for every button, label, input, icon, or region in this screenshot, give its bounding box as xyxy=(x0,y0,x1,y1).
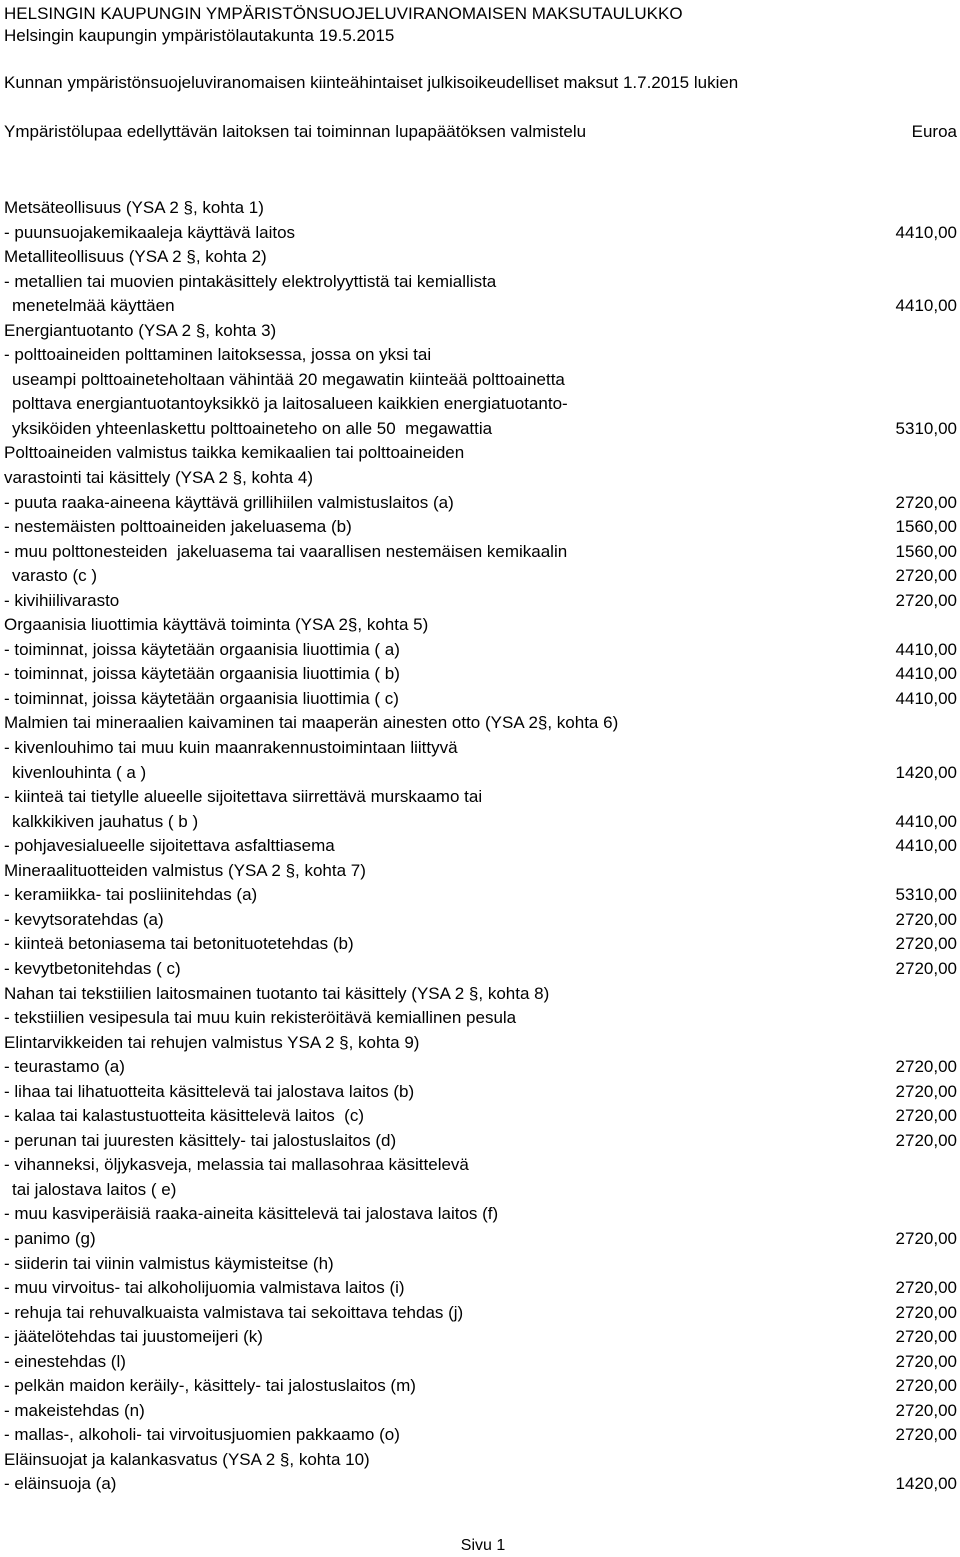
table-row xyxy=(4,1350,957,1375)
row-description: - toiminnat, joissa käytetään orgaanisia liuottimia ( a) xyxy=(4,639,400,659)
row-description: - polttoaineiden polttaminen laitoksessa, jossa on yksi tai xyxy=(4,345,432,365)
row-description: - mallas-, alkoholi- tai virvoitusjuomien pakkaamo (o) xyxy=(4,1425,400,1445)
row-description: tai jalostava laitos ( e) xyxy=(12,1179,177,1199)
page-footer xyxy=(0,1537,960,1555)
row-description: Mineraalituotteiden valmistus (YSA 2 §, kohta 7) xyxy=(4,860,366,880)
row-description: - muu polttonesteiden jakeluasema tai vaarallisen nestemäisen kemikaalin xyxy=(4,541,568,561)
row-description: - rehuja tai rehuvalkuaista valmistava tai sekoittava tehdas (j) xyxy=(4,1302,464,1322)
row-description: Malmien tai mineraalien kaivaminen tai maaperän ainesten otto (YSA 2§, kohta 6) xyxy=(4,713,619,733)
row-price: 2720,00 xyxy=(895,492,957,512)
row-description: - siiderin tai viinin valmistus käymisteitse (h) xyxy=(4,1253,334,1273)
row-price: 4410,00 xyxy=(895,688,957,708)
table-row xyxy=(4,908,957,933)
table-row xyxy=(4,491,957,516)
table-row xyxy=(4,810,957,835)
table-row xyxy=(4,1031,957,1056)
row-price: 4410,00 xyxy=(895,222,957,242)
row-description: Orgaanisia liuottimia käyttävä toiminta (YSA 2§, kohta 5) xyxy=(4,615,429,635)
row-description: - kiinteä betoniasema tai betonituotetehdas (b) xyxy=(4,934,354,954)
table-row xyxy=(4,1055,957,1080)
row-description: useampi polttoaineteholtaan vähintää 20 megawatin kiinteää polttoainetta xyxy=(12,369,565,389)
row-description: - lihaa tai lihatuotteita käsittelevä tai jalostava laitos (b) xyxy=(4,1081,415,1101)
table-row xyxy=(4,638,957,663)
row-price: 2720,00 xyxy=(895,1278,957,1298)
table-row xyxy=(4,392,957,417)
header-title: HELSINGIN KAUPUNGIN YMPÄRISTÖNSUOJELUVIRANOMAISEN MAKSUTAULUKKO xyxy=(4,4,683,23)
row-price: 2720,00 xyxy=(895,934,957,954)
row-price: 4410,00 xyxy=(895,639,957,659)
row-description: - perunan tai juuresten käsittely- tai jalostuslaitos (d) xyxy=(4,1130,397,1150)
row-description: Metsäteollisuus (YSA 2 §, kohta 1) xyxy=(4,198,264,217)
row-price: 1560,00 xyxy=(895,517,957,537)
row-description: Elintarvikkeiden tai rehujen valmistus YSA 2 §, kohta 9) xyxy=(4,1032,420,1052)
table-row xyxy=(4,1423,957,1448)
row-price: 1420,00 xyxy=(895,1474,957,1494)
table-heading xyxy=(4,122,957,146)
row-description: - makeistehdas (n) xyxy=(4,1400,145,1420)
table-row xyxy=(4,540,957,565)
page-number: Sivu 1 xyxy=(460,1537,506,1554)
table-row xyxy=(4,466,957,491)
row-price: 2720,00 xyxy=(895,1130,957,1150)
row-description: Eläinsuojat ja kalankasvatus (YSA 2 §, kohta 10) xyxy=(4,1449,370,1469)
row-description: - kiinteä tai tietylle alueelle sijoitettava siirrettävä murskaamo tai xyxy=(4,787,483,807)
table-row xyxy=(4,883,957,908)
fee-table xyxy=(4,196,957,1497)
table-row xyxy=(4,417,957,442)
table-row xyxy=(4,441,957,466)
row-description: Polttoaineiden valmistus taikka kemikaalien tai polttoaineiden xyxy=(4,443,465,463)
table-heading-unit: Euroa xyxy=(911,122,957,141)
row-price: 4410,00 xyxy=(895,811,957,831)
table-row xyxy=(4,687,957,712)
row-description: - nestemäisten polttoaineiden jakeluasema (b) xyxy=(4,517,352,537)
table-row xyxy=(4,932,957,957)
row-description: - kivihiilivarasto xyxy=(4,590,120,610)
table-row xyxy=(4,270,957,295)
row-description: - toiminnat, joissa käytetään orgaanisia liuottimia ( c) xyxy=(4,688,399,708)
table-row xyxy=(4,1374,957,1399)
row-description: - keramiikka- tai posliinitehdas (a) xyxy=(4,885,258,905)
row-description: - vihanneksi, öljykasveja, melassia tai mallasohraa käsittelevä xyxy=(4,1155,469,1175)
table-row xyxy=(4,711,957,736)
table-row xyxy=(4,221,957,246)
row-description: - kalaa tai kalastustuotteita käsittelevä laitos (c) xyxy=(4,1106,364,1126)
row-price: 2720,00 xyxy=(895,1228,957,1248)
row-description: - muu kasviperäisiä raaka-aineita käsittelevä tai jalostava laitos (f) xyxy=(4,1204,499,1224)
row-price: 2720,00 xyxy=(895,1376,957,1396)
row-description: - puunsuojakemikaaleja käyttävä laitos xyxy=(4,222,296,242)
row-description: - einestehdas (l) xyxy=(4,1351,126,1371)
row-price: 4410,00 xyxy=(895,296,957,316)
document-header xyxy=(4,3,683,47)
row-price: 2720,00 xyxy=(895,590,957,610)
row-price: 2720,00 xyxy=(895,958,957,978)
table-row xyxy=(4,1178,957,1203)
row-price: 2720,00 xyxy=(895,909,957,929)
table-row xyxy=(4,245,957,270)
row-price: 2720,00 xyxy=(895,1081,957,1101)
row-description: - tekstiilien vesipesula tai muu kuin rekisteröitävä kemiallinen pesula xyxy=(4,1008,517,1028)
row-price: 2720,00 xyxy=(895,1351,957,1371)
table-row xyxy=(4,515,957,540)
table-row xyxy=(4,761,957,786)
document-subtitle: Kunnan ympäristönsuojeluviranomaisen kiinteähintaiset julkisoikeudelliset maksut 1.7.2015 lukien xyxy=(4,73,739,92)
table-row xyxy=(4,1252,957,1277)
row-price: 2720,00 xyxy=(895,1400,957,1420)
table-row xyxy=(4,1227,957,1252)
row-description: menetelmää käyttäen xyxy=(12,296,175,316)
table-row xyxy=(4,859,957,884)
table-row xyxy=(4,1202,957,1227)
table-row xyxy=(4,368,957,393)
row-description: polttava energiantuotantoyksikkö ja laitosalueen kaikkien energiatuotanto- xyxy=(12,394,568,414)
table-row xyxy=(4,1276,957,1301)
row-price: 2720,00 xyxy=(895,566,957,586)
row-description: - muu virvoitus- tai alkoholijuomia valmistava laitos (i) xyxy=(4,1278,405,1298)
row-description: kivenlouhinta ( a ) xyxy=(12,762,147,782)
table-row xyxy=(4,662,957,687)
row-price: 2720,00 xyxy=(895,1425,957,1445)
row-description: - toiminnat, joissa käytetään orgaanisia liuottimia ( b) xyxy=(4,664,400,684)
table-row xyxy=(4,1325,957,1350)
row-price: 2720,00 xyxy=(895,1327,957,1347)
table-row xyxy=(4,196,957,221)
table-row xyxy=(4,613,957,638)
row-description: kalkkikiven jauhatus ( b ) xyxy=(12,811,199,831)
table-row xyxy=(4,1472,957,1497)
row-price: 2720,00 xyxy=(895,1106,957,1126)
row-description: - kivenlouhimo tai muu kuin maanrakennustoimintaan liittyvä xyxy=(4,738,458,758)
row-price: 4410,00 xyxy=(895,664,957,684)
row-price: 5310,00 xyxy=(895,885,957,905)
row-description: varastointi tai käsittely (YSA 2 §, kohta 4) xyxy=(4,468,313,488)
row-description: - kevytbetonitehdas ( c) xyxy=(4,958,181,978)
row-price: 2720,00 xyxy=(895,1057,957,1077)
row-description: - jäätelötehdas tai juustomeijeri (k) xyxy=(4,1327,263,1347)
table-row xyxy=(4,736,957,761)
row-description: - pelkän maidon keräily-, käsittely- tai jalostuslaitos (m) xyxy=(4,1376,416,1396)
row-description: - puuta raaka-aineena käyttävä grillihiilen valmistuslaitos (a) xyxy=(4,492,454,512)
row-price: 5310,00 xyxy=(895,418,957,438)
table-heading-title: Ympäristölupaa edellyttävän laitoksen tai toiminnan lupapäätöksen valmistelu xyxy=(4,122,587,141)
table-row xyxy=(4,294,957,319)
table-row xyxy=(4,785,957,810)
table-row xyxy=(4,982,957,1007)
row-description: - pohjavesialueelle sijoitettava asfalttiasema xyxy=(4,836,335,856)
row-price: 1420,00 xyxy=(895,762,957,782)
table-row xyxy=(4,1301,957,1326)
row-description: yksiköiden yhteenlaskettu polttoaineteho on alle 50 megawattia xyxy=(12,418,493,438)
table-row xyxy=(4,319,957,344)
row-price: 4410,00 xyxy=(895,836,957,856)
table-row xyxy=(4,1080,957,1105)
row-description: - kevytsoratehdas (a) xyxy=(4,909,164,929)
row-description: Nahan tai tekstiilien laitosmainen tuotanto tai käsittely (YSA 2 §, kohta 8) xyxy=(4,983,550,1003)
table-row xyxy=(4,1399,957,1424)
table-row xyxy=(4,1104,957,1129)
row-description: - metallien tai muovien pintakäsittely elektrolyyttistä tai kemiallista xyxy=(4,271,497,291)
table-row xyxy=(4,1129,957,1154)
table-row xyxy=(4,957,957,982)
row-description: - teurastamo (a) xyxy=(4,1057,125,1077)
row-price: 1560,00 xyxy=(895,541,957,561)
table-row xyxy=(4,564,957,589)
table-row xyxy=(4,1006,957,1031)
row-price: 2720,00 xyxy=(895,1302,957,1322)
table-row xyxy=(4,1448,957,1473)
row-description: varasto (c ) xyxy=(12,566,98,586)
table-row xyxy=(4,1153,957,1178)
header-authority: Helsingin kaupungin ympäristölautakunta 19.5.2015 xyxy=(4,26,395,45)
row-description: - panimo (g) xyxy=(4,1228,96,1248)
row-description: Energiantuotanto (YSA 2 §, kohta 3) xyxy=(4,320,277,340)
table-row xyxy=(4,834,957,859)
row-description: - eläinsuoja (a) xyxy=(4,1474,117,1494)
table-row xyxy=(4,589,957,614)
row-description: Metalliteollisuus (YSA 2 §, kohta 2) xyxy=(4,247,267,267)
table-row xyxy=(4,343,957,368)
